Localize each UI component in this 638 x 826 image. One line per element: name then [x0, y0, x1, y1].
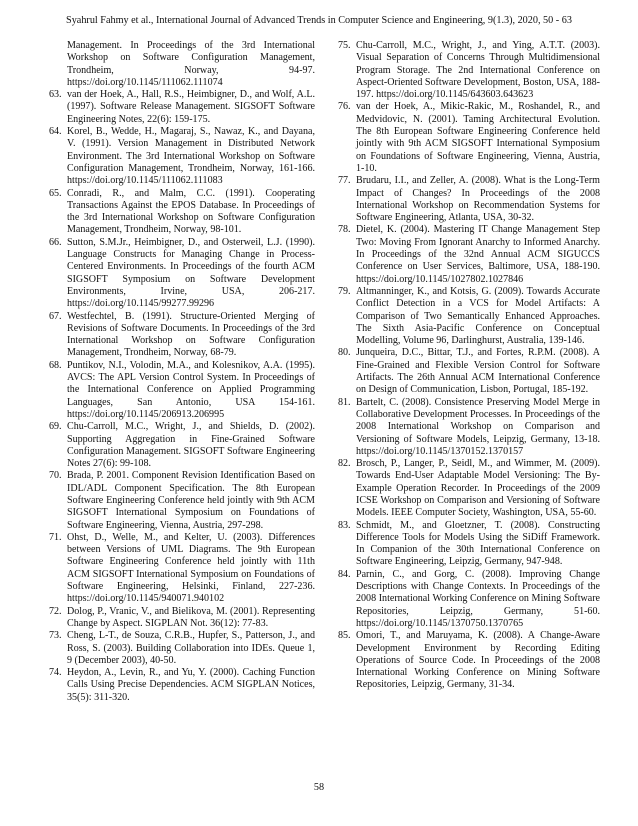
reference-number: 75.: [338, 40, 351, 51]
reference-entry: [338, 397, 600, 458]
reference-text: Heydon, A., Levin, R., and Yu, Y. (2000). Caching Function Calls Using Precise Dependencies. ACM SIGPLAN Notices, 35(5): 311-320.: [67, 667, 315, 703]
reference-text: Junqueira, D.C., Bittar, T.J., and Fortes, R.P.M. (2008). A Fine-Grained and Flexible Version Control for Software Artifacts. The 26th Annual ACM International Conference on Design of Communication, Lisbon, Portugal, 185-192.: [356, 347, 600, 396]
reference-number: 76.: [338, 101, 351, 113]
reference-entry: [49, 470, 315, 531]
reference-entry: [49, 188, 315, 237]
reference-entry: [49, 126, 315, 187]
reference-number: 70.: [49, 470, 62, 482]
reference-text: Omori, T., and Maruyama, K. (2008). A Change-Aware Development Environment by Recording Editing Operations of Source Code. In Proceedings of the 2008 International Working Conference on Mining Software Repositories, Leipzig, Germany, 31-34.: [356, 630, 600, 691]
reference-number: 65.: [49, 187, 62, 199]
reference-text: Brada, P. 2001. Component Revision Identification Based on IDL/ADL Component Specification. The 8th European Software Engineering Conference held jointly with 9th ACM SIGSOFT International Symposium on Foundations of Software Engineering, Vienna, Austria, 297-298.: [67, 470, 315, 531]
reference-text: Chu-Carroll, M.C., Wright, J., and Ying, A.T.T. (2003). Visual Separation of Concerns Through Multidimensional Program Storage. The 2nd International Conference on Aspect-Oriented Software Development, Boston, USA, 188-197. https://doi.org/10.1145/643603.643623: [356, 40, 600, 101]
reference-entry: [338, 630, 600, 691]
reference-number: 79.: [338, 285, 351, 297]
reference-text: Westfechtel, B. (1991). Structure-Oriented Merging of Revisions of Software Documents. In Proceedings of the 3rd International Workshop on Software Configuration Management, Trondheim, Norway, 68-79.: [67, 310, 315, 359]
reference-number: 74.: [49, 667, 62, 679]
reference-number: 67.: [49, 310, 62, 322]
reference-number: 77.: [338, 175, 351, 187]
reference-entry: [49, 630, 315, 667]
reference-text: Brudaru, I.I., and Zeller, A. (2008). What is the Long-Term Impact of Changes? In Proceedings of the 2008 International Workshop on Recommendation Systems for Software Engineering, Atlanta, USA, 30-32.: [356, 175, 600, 224]
reference-entry: [338, 40, 600, 101]
reference-number: 85.: [338, 630, 351, 642]
reference-number: 68.: [49, 359, 62, 371]
reference-number: 64.: [49, 126, 62, 138]
reference-list-left: [49, 89, 315, 704]
reference-entry: [49, 421, 315, 470]
reference-number: 69.: [49, 421, 62, 433]
reference-number: 66.: [49, 236, 62, 248]
reference-entry: [338, 101, 600, 175]
running-header: Syahrul Fahmy et al., International Journal of Advanced Trends in Computer Science and Engineering, 9(1.3), 2020, 50 - 63: [66, 15, 572, 26]
reference-text: Dietel, K. (2004). Mastering IT Change Management Step Two: Moving From Ignorant Anarchy to Informed Anarchy. In Proceedings of the 32nd Annual ACM SIGUCCS Conference on User Services, Baltimore, USA, 188-190. https://doi.org/10.1145/1027802.1027846: [356, 224, 600, 285]
reference-text: Brosch, P., Langer, P., Seidl, M., and Wimmer, M. (2009). Towards End-User Adaptable Model Versioning: The By-Example Operation Recorder. In Proceedings of the 2009 ICSE Workshop on Comparison and Versioning of Software Models. IEEE Computer Society, Washington, USA, 55-60.: [356, 458, 600, 519]
reference-text: Korel, B., Wedde, H., Magaraj, S., Nawaz, K., and Dayana, V. (1991). Version Management in Distributed Network Environment. The 3rd International Workshop on Software Configuration Management, Trondheim, Norway, 161-166. https://doi.org/10.1145/111062.111083: [67, 126, 315, 187]
reference-entry: [338, 175, 600, 224]
reference-number: 72.: [49, 605, 62, 617]
reference-text: Ohst, D., Welle, M., and Kelter, U. (2003). Differences between Versions of UML Diagrams. The 9th European Software Engineering Conference held jointly with 11th ACM SIGSOFT International Symposium on Foundations of Software Engineering, Helsinki, Finland, 227-236. https://doi.org/10.1145/940071.940102: [67, 531, 315, 605]
reference-text: Cheng, L-T., de Souza, C.R.B., Hupfer, S., Patterson, J., and Ross, S. (2003). Building Collaboration into IDEs. Queue 1, 9 (December 2003), 40-50.: [67, 630, 315, 666]
references-right-column: [338, 40, 600, 692]
reference-entry: [338, 224, 600, 285]
reference-number: 63.: [49, 89, 62, 101]
reference-number: 71.: [49, 531, 62, 543]
reference-number: 78.: [338, 224, 351, 236]
reference-text: Bartelt, C. (2008). Consistence Preserving Model Merge in Collaborative Development Processes. In Proceedings of the 2008 International Workshop on Comparison and Versioning of Software Models, Leipzig, Germany, 13-18. https://doi.org/10.1145/1370152.1370157: [356, 396, 600, 457]
reference-entry: [338, 286, 600, 347]
reference-text: van der Hoek, A., Hall, R.S., Heimbigner, D., and Wolf, A.L. (1997). Software Release Management. SIGSOFT Software Engineering Notes, 22(6): 159-175.: [67, 89, 315, 125]
reference-entry: [49, 89, 315, 126]
page-number: 58: [313, 782, 325, 793]
reference-number: 82.: [338, 458, 351, 470]
reference-text: Puntikov, N.I., Volodin, M.A., and Kolesnikov, A.A. (1995). AVCS: The APL Version Control System. In Proceedings of the International Conference on Applied Programming Languages, San Antonio, USA 154-161. https://doi.org/10.1145/206913.206995: [67, 359, 315, 420]
reference-number: 73.: [49, 630, 62, 642]
reference-text: Sutton, S.M.Jr., Heimbigner, D., and Osterweil, L.J. (1990). Language Constructs for Managing Change in Process-Centered Environments. In Proceedings of the fourth ACM SIGSOFT Symposium on Software Development Environments, Irvine, USA, 206-217. https://doi.org/10.1145/99277.99296: [67, 236, 315, 310]
reference-text: Chu-Carroll, M.C., Wright, J., and Shields, D. (2002). Supporting Aggregation in Fine-Grained Software Configuration Management. SIGSOFT Software Engineering Notes 27(6): 99-108.: [67, 421, 315, 470]
reference-text: Parnin, C., and Gorg, C. (2008). Improving Change Descriptions with Change Contexts. In Proceedings of the 2008 International Working Conference on Mining Software Repositories, Leipzig, Germany, 51-60. https://doi.org/10.1145/1370750.1370765: [356, 568, 600, 629]
reference-entry: [49, 360, 315, 421]
reference-entry: [49, 311, 315, 360]
reference-entry: [338, 458, 600, 519]
reference-entry: [49, 237, 315, 311]
reference-number: 80.: [338, 347, 351, 359]
reference-entry: [49, 667, 315, 704]
reference-entry: [338, 569, 600, 630]
reference-entry: [338, 520, 600, 569]
reference-entry: [49, 532, 315, 606]
reference-text: Conradi, R., and Malm, C.C. (1991). Cooperating Transactions Against the EPOS Database. In Proceedings of the 3rd International Workshop on Software Configuration Management, Trondheim, Norway, 98-101.: [67, 187, 315, 236]
reference-entry: [49, 606, 315, 631]
reference-number: 84.: [338, 568, 351, 580]
references-left-column: [49, 40, 315, 704]
reference-text: van der Hoek, A., Mikic-Rakic, M., Roshandel, R., and Medvidovic, N. (2001). Taming Architectural Evolution. The 8th European Software Engineering Conference held jointly with 9th ACM SIGSOFT International Symposium on Foundations of Software Engineering, Vienna, Austria, 1-10.: [356, 101, 600, 174]
reference-text: Altmanninger, K., and Kotsis, G. (2009). Towards Accurate Conflict Detection in a VCS for Model Artifacts: A Comparison of Two Semantically Enhanced Approaches. The Sixth Asia-Pacific Conference on Conceptual Modelling, Volume 96, Darlinghurst, Australia, 139-146.: [356, 285, 600, 347]
reference-text: Dolog, P., Vranic, V., and Bielikova, M. (2001). Representing Change by Aspect. SIGPLAN Not. 36(12): 77-83.: [67, 605, 315, 629]
reference-list-right: [338, 40, 600, 692]
reference-entry: [338, 347, 600, 396]
reference-text: Schmidt, M., and Gloetzner, T. (2008). Constructing Difference Tools for Models Using the SiDiff Framework. In Companion of the 30th International Conference on Software Engineering, Leipzig, Germany, 947-948.: [356, 519, 600, 568]
reference-continuation: Management. In Proceedings of the 3rd International Workshop on Software Configuration Management, Trondheim, Norway, 94-97. https://doi.org/10.1145/111062.111074: [67, 40, 315, 88]
reference-number: 81.: [338, 396, 351, 408]
reference-number: 83.: [338, 519, 351, 531]
